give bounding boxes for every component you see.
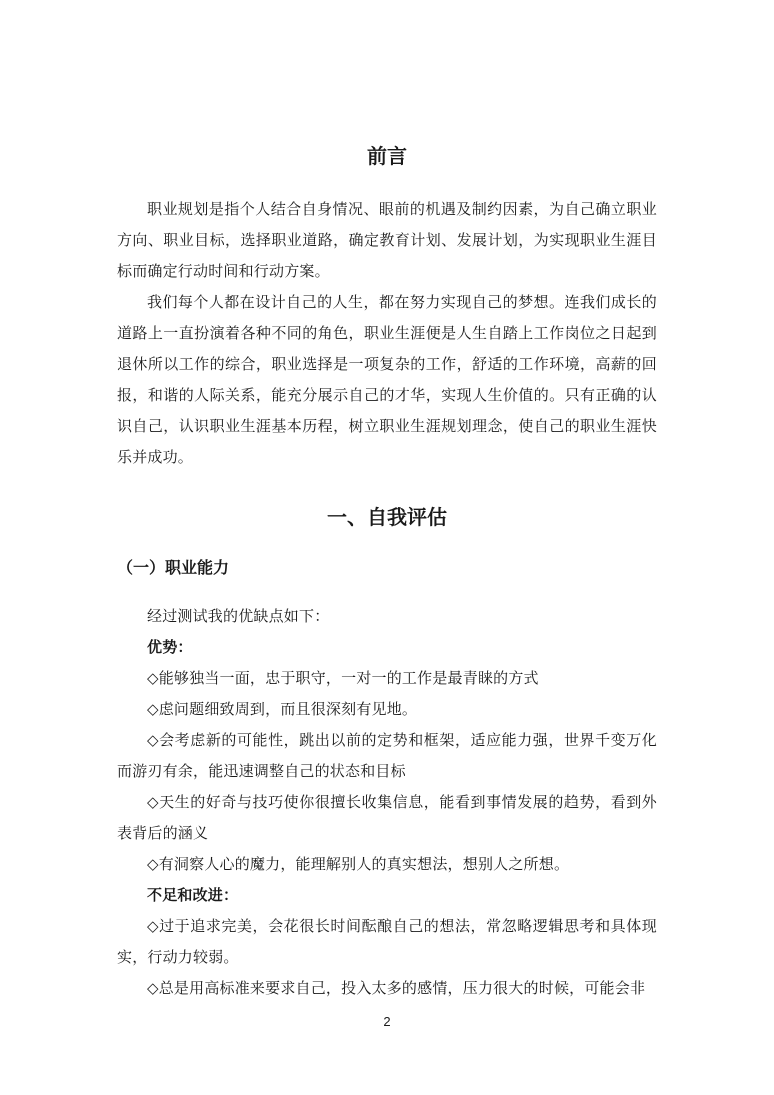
page-content (117, 140, 657, 1004)
weaknesses-label: 不足和改进： (147, 886, 239, 904)
page-number: 2 (383, 1014, 391, 1029)
strength-item: ◇会考虑新的可能性，跳出以前的定势和框架，适应能力强，世界千变万化而游刃有余，能迅速调整自己的状态和目标 (117, 731, 657, 780)
preface-paragraph: 我们每个人都在设计自己的人生，都在努力实现自己的梦想。连我们成长的道路上一直扮演着各种不同的角色，职业生涯便是人生自踏上工作岗位之日起到退休所以工作的综合，职业选择是一项复杂的工作，舒适的工作环境，高薪的回报，和谐的人际关系，能充分展示自己的才华，实现人生价值的。只有正确的认识自己，认识职业生涯基本历程，树立职业生涯规划理念，使自己的职业生涯快乐并成功。 (117, 293, 657, 466)
section-title: 一、自我评估 (327, 505, 447, 529)
strength-item: ◇有洞察人心的魔力，能理解别人的真实想法，想别人之所想。 (147, 855, 570, 873)
strength-item: ◇天生的好奇与技巧使你很擅长收集信息，能看到事情发展的趋势，看到外表背后的涵义 (117, 793, 657, 842)
strength-item: ◇能够独当一面，忠于职守，一对一的工作是最青睐的方式 (147, 669, 539, 687)
weakness-item: ◇总是用高标准来要求自己，投入太多的感情，压力很大的时候，可能会非 (147, 979, 646, 997)
strengths-label: 优势： (147, 638, 193, 656)
strength-item: ◇虑问题细致周到，而且很深刻有见地。 (147, 700, 418, 718)
preface-title: 前言 (367, 144, 407, 168)
intro-paragraph: 经过测试我的优缺点如下： (147, 607, 330, 625)
subsection-title: （一）职业能力 (117, 558, 230, 577)
preface-paragraph: 职业规划是指个人结合自身情况、眼前的机遇及制约因素，为自己确立职业方向、职业目标，选择职业道路，确定教育计划、发展计划，为实现职业生涯目标而确定行动时间和行动方案。 (117, 200, 657, 280)
weakness-item: ◇过于追求完美，会花很长时间酝酿自己的想法，常忽略逻辑思考和具体现实，行动力较弱。 (117, 917, 657, 966)
